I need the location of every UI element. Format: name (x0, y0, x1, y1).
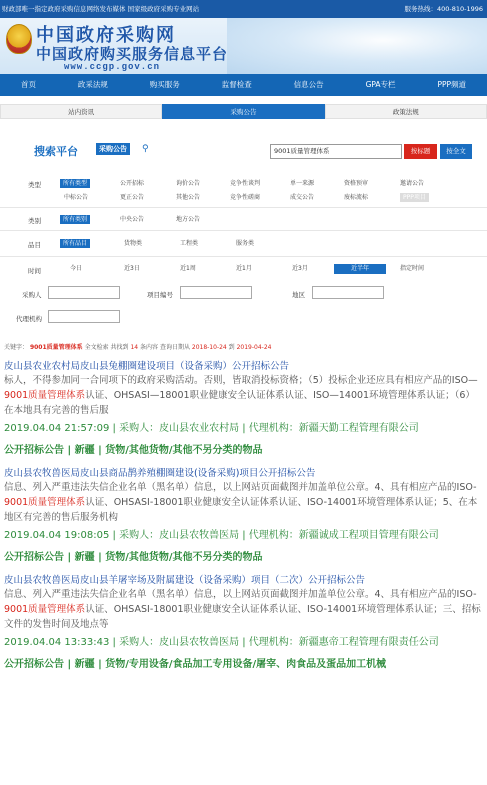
type-option-open-tender[interactable]: 公开招标 (120, 180, 145, 187)
purchaser-input[interactable] (48, 286, 120, 299)
type-option-all[interactable]: 所有类型 (60, 179, 90, 188)
category-option-central[interactable]: 中央公告 (120, 216, 145, 223)
search-platform-badge: 采购公告 (96, 143, 130, 155)
snippet-text: 信息、列入严重违法失信企业名单（黑名单）信息，以上网站页面截图并加盖单位公章。4、具有相应产品的ISO- (4, 482, 477, 493)
time-option-1month[interactable]: 近1月 (236, 265, 252, 272)
result-category: 公开招标公告 | 新疆 | 货物/其他货物/其他不另分类的物品 (4, 445, 263, 456)
result-category: 公开招标公告 | 新疆 | 货物/其他货物/其他不另分类的物品 (4, 552, 263, 563)
time-option-today[interactable]: 今日 (70, 265, 83, 272)
tab-site-news[interactable]: 站内资讯 (0, 104, 162, 119)
type-option-deal[interactable]: 成交公告 (290, 194, 315, 201)
result-meta: 2019.04.04 13:33:43 | 采购人：皮山县农牧兽医局 | 代理机构：新疆惠帝工程管理有限责任公司 (4, 637, 439, 648)
item-label: 品目 (28, 241, 41, 249)
type-option-correction[interactable]: 更正公告 (120, 194, 145, 201)
agency-input[interactable] (48, 310, 120, 323)
search-by-title-button[interactable]: 按标题 (404, 144, 437, 159)
site-subtitle: 中国政府购买服务信息平台 (36, 45, 229, 63)
snippet-text: 信息、列入严重违法失信企业名单（黑名单）信息，以上网站页面截图并加盖单位公章。4、具有相应产品的ISO- (4, 589, 477, 600)
list-item (4, 574, 484, 676)
nav-announcements[interactable]: 信息公告 (293, 80, 324, 89)
keyword-label: 关键字： (4, 344, 29, 351)
item-option-all[interactable]: 所有品目 (60, 239, 90, 248)
service-hotline: 服务热线：400-810-1996 (404, 5, 483, 13)
type-option-failed[interactable]: 废标流标 (344, 194, 369, 201)
type-option-invitation[interactable]: 邀请公告 (400, 180, 425, 187)
nav-home[interactable]: 首页 (20, 80, 36, 89)
tab-policies[interactable]: 政策法规 (325, 104, 487, 119)
found-suffix: 条内容 (140, 344, 159, 351)
snippet-text: 认证、OHSASI-18001职业健康安全认证体系认证、ISO-14001环境管理体系认证；三、招标文件的发售时间及地点等 (4, 604, 481, 630)
type-option-other[interactable]: 其他公告 (176, 194, 201, 201)
time-option-3months[interactable]: 近3月 (292, 265, 308, 272)
type-option-negotiation[interactable]: 竞争性谈判 (230, 180, 261, 187)
date-prefix: 查询日期从 (159, 344, 190, 351)
item-option-services[interactable]: 服务类 (236, 240, 255, 247)
time-option-1week[interactable]: 近1周 (180, 265, 196, 272)
site-title: 中国政府采购网 (36, 25, 176, 46)
time-option-3days[interactable]: 近3日 (124, 265, 140, 272)
result-list (4, 360, 484, 676)
nav-regulations[interactable]: 政采法规 (77, 80, 108, 89)
category-option-all[interactable]: 所有类别 (60, 215, 90, 224)
result-category: 公开招标公告 | 新疆 | 货物/专用设备/食品加工专用设备/屠宰、肉食品及蛋品加工机械 (4, 659, 387, 670)
nav-supervision[interactable]: 监督检查 (221, 80, 252, 89)
result-snippet (4, 480, 484, 525)
result-count: 14 (130, 344, 139, 351)
divider (0, 256, 487, 257)
category-option-local[interactable]: 地方公告 (176, 216, 201, 223)
result-meta: 2019.04.04 19:08:05 | 采购人：皮山县农牧兽医局 | 代理机构：新疆诚成工程项目管理有限公司 (4, 530, 439, 541)
item-option-goods[interactable]: 货物类 (124, 240, 143, 247)
result-snippet (4, 373, 484, 418)
list-item (4, 360, 484, 462)
project-no-label: 项目编号 (147, 291, 173, 299)
type-option-ppp[interactable]: PPP项目 (400, 193, 429, 202)
snippet-highlight: 9001质量管理体系 (4, 390, 86, 401)
divider (0, 230, 487, 231)
agency-label: 代理机构 (16, 315, 42, 323)
result-snippet (4, 587, 484, 632)
nav-gpa[interactable]: GPA专栏 (365, 80, 396, 89)
tab-procurement-notices[interactable]: 采购公告 (162, 104, 324, 119)
search-scope-tabs (0, 104, 487, 119)
snippet-highlight: 9001质量管理体系 (4, 497, 86, 508)
list-item (4, 467, 484, 569)
time-label: 时间 (28, 267, 41, 275)
site-url: www.ccgp.gov.cn (64, 62, 161, 72)
main-nav (0, 74, 487, 96)
time-option-half-year[interactable]: 近半年 (334, 264, 386, 274)
result-title-link[interactable]: 皮山县农牧兽医局皮山县商品鹊养殖棚圈建设(设备采购)项目公开招标公告 (4, 468, 316, 479)
type-option-inquiry[interactable]: 询价公告 (176, 180, 201, 187)
divider (0, 207, 487, 208)
date-from: 2018-10-24 (191, 344, 227, 351)
date-to-label: 到 (228, 344, 235, 351)
nav-ppp[interactable]: PPP频道 (437, 80, 467, 89)
time-option-custom[interactable]: 指定时间 (400, 265, 425, 272)
result-title-link[interactable]: 皮山县农业农村局皮山县兔棚圈建设项目（设备采购）公开招标公告 (4, 361, 290, 372)
search-summary (4, 342, 271, 351)
national-emblem-icon (6, 24, 32, 54)
top-strip (0, 0, 487, 18)
type-label: 类型 (28, 181, 41, 189)
snippet-text: 认证、OHSASI—18001职业健康安全认证体系认证、ISO—14001环境管理体系认证；（6）在本地具有完善的售后服 (4, 390, 475, 416)
project-no-input[interactable] (180, 286, 252, 299)
result-meta: 2019.04.04 21:57:09 | 采购人：皮山县农业农村局 | 代理机构：新疆天勤工程管理有限公司 (4, 423, 419, 434)
search-input[interactable]: 9001质量管理体系 (270, 144, 402, 159)
snippet-highlight: 9001质量管理体系 (4, 604, 86, 615)
category-label: 类别 (28, 217, 41, 225)
type-option-single-source[interactable]: 单一来源 (290, 180, 315, 187)
snippet-text: 认证、OHSASI-18001职业健康安全认证体系认证、ISO-14001环境管理体系认证；5、在本地区有完善的售后服务机构 (4, 497, 478, 523)
snippet-text: 标人，不得参加同一合同项下的政府采购活动。否则，皆取消投标资格；（5）投标企业还应具有相应产品的ISO— (4, 375, 478, 386)
site-banner (0, 18, 487, 74)
type-option-award[interactable]: 中标公告 (64, 194, 89, 201)
type-option-prequalification[interactable]: 资格预审 (344, 180, 369, 187)
keyword-value: 9001质量管理体系 (29, 344, 83, 351)
search-mode: 全文检索 (84, 344, 109, 351)
date-to: 2019-04-24 (236, 344, 272, 351)
purchaser-label: 采购人 (22, 291, 42, 299)
found-prefix: 共找到 (110, 344, 129, 351)
item-option-engineering[interactable]: 工程类 (180, 240, 199, 247)
search-full-text-button[interactable]: 按全文 (440, 144, 472, 159)
region-label: 地区 (292, 291, 305, 299)
nav-purchase-services[interactable]: 购买服务 (149, 80, 180, 89)
search-platform-logo: 搜索平台 (34, 145, 78, 158)
banner-sky (227, 18, 487, 74)
search-icon: ⚲ (142, 144, 149, 154)
result-title-link[interactable]: 皮山县农牧兽医局皮山县羊屠宰场及附属建设（设备采购）项目（二次）公开招标公告 (4, 575, 366, 586)
type-option-consultation[interactable]: 竞争性磋商 (230, 194, 261, 201)
region-input[interactable] (312, 286, 384, 299)
top-strip-slogan: 财政部唯一指定政府采购信息网络发布媒体 国家级政府采购专业网站 (2, 5, 200, 13)
